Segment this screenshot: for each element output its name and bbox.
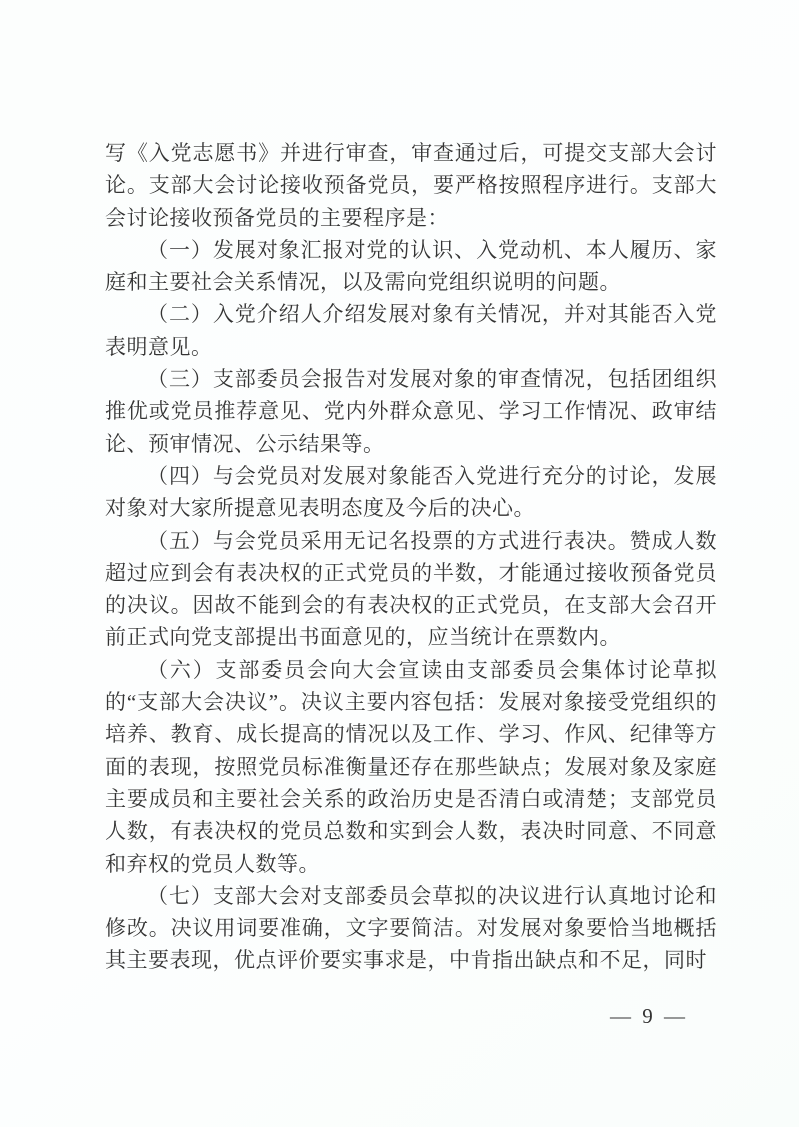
page-number: — 9 — bbox=[610, 1004, 688, 1028]
paragraph: （四）与会党员对发展对象能否入党进行充分的讨论，发展对象对大家所提意见表明态度及今后的决心。 bbox=[105, 463, 717, 521]
paragraph: （二）入党介绍人介绍发展对象有关情况，并对其能否入党表明意见。 bbox=[105, 302, 717, 359]
paragraph: （三）支部委员会报告对发展对象的审查情况，包括团组织推优或党员推荐意见、党内外群众意见、学习工作情况、政审结论、预审情况、公示结果等。 bbox=[105, 367, 717, 456]
paragraph: （五）与会党员采用无记名投票的方式进行表决。赞成人数超过应到会有表决权的正式党员的半数，才能通过接收预备党员的决议。因故不能到会的有表决权的正式党员，在支部大会召开前正式向党支部提出书面意见的，应当统计在票数内。 bbox=[105, 528, 717, 650]
document-body bbox=[105, 137, 717, 977]
paragraph: （六）支部委员会向大会宣读由支部委员会集体讨论草拟的“支部大会决议”。决议主要内容包括：发展对象接受党组织的培养、教育、成长提高的情况以及工作、学习、作风、纪律等方面的表现，按照党员标准衡量还存在那些缺点；发展对象及家庭主要成员和主要社会关系的政治历史是否清白或清楚；支部党员人数，有表决权的党员总数和实到会人数，表决时同意、不同意和弃权的党员人数等。 bbox=[105, 657, 717, 876]
paragraph: （一）发展对象汇报对党的认识、入党动机、本人履历、家庭和主要社会关系情况，以及需向党组织说明的问题。 bbox=[105, 237, 717, 295]
paragraph: （七）支部大会对支部委员会草拟的决议进行认真地讨论和修改。决议用词要准确，文字要简洁。对发展对象要恰当地概括其主要表现，优点评价要实事求是，中肯指出缺点和不足，同时 bbox=[105, 883, 717, 973]
paragraph: 写《入党志愿书》并进行审查，审查通过后，可提交支部大会讨论。支部大会讨论接收预备党员，要严格按照程序进行。支部大会讨论接收预备党员的主要程序是： bbox=[105, 141, 717, 230]
